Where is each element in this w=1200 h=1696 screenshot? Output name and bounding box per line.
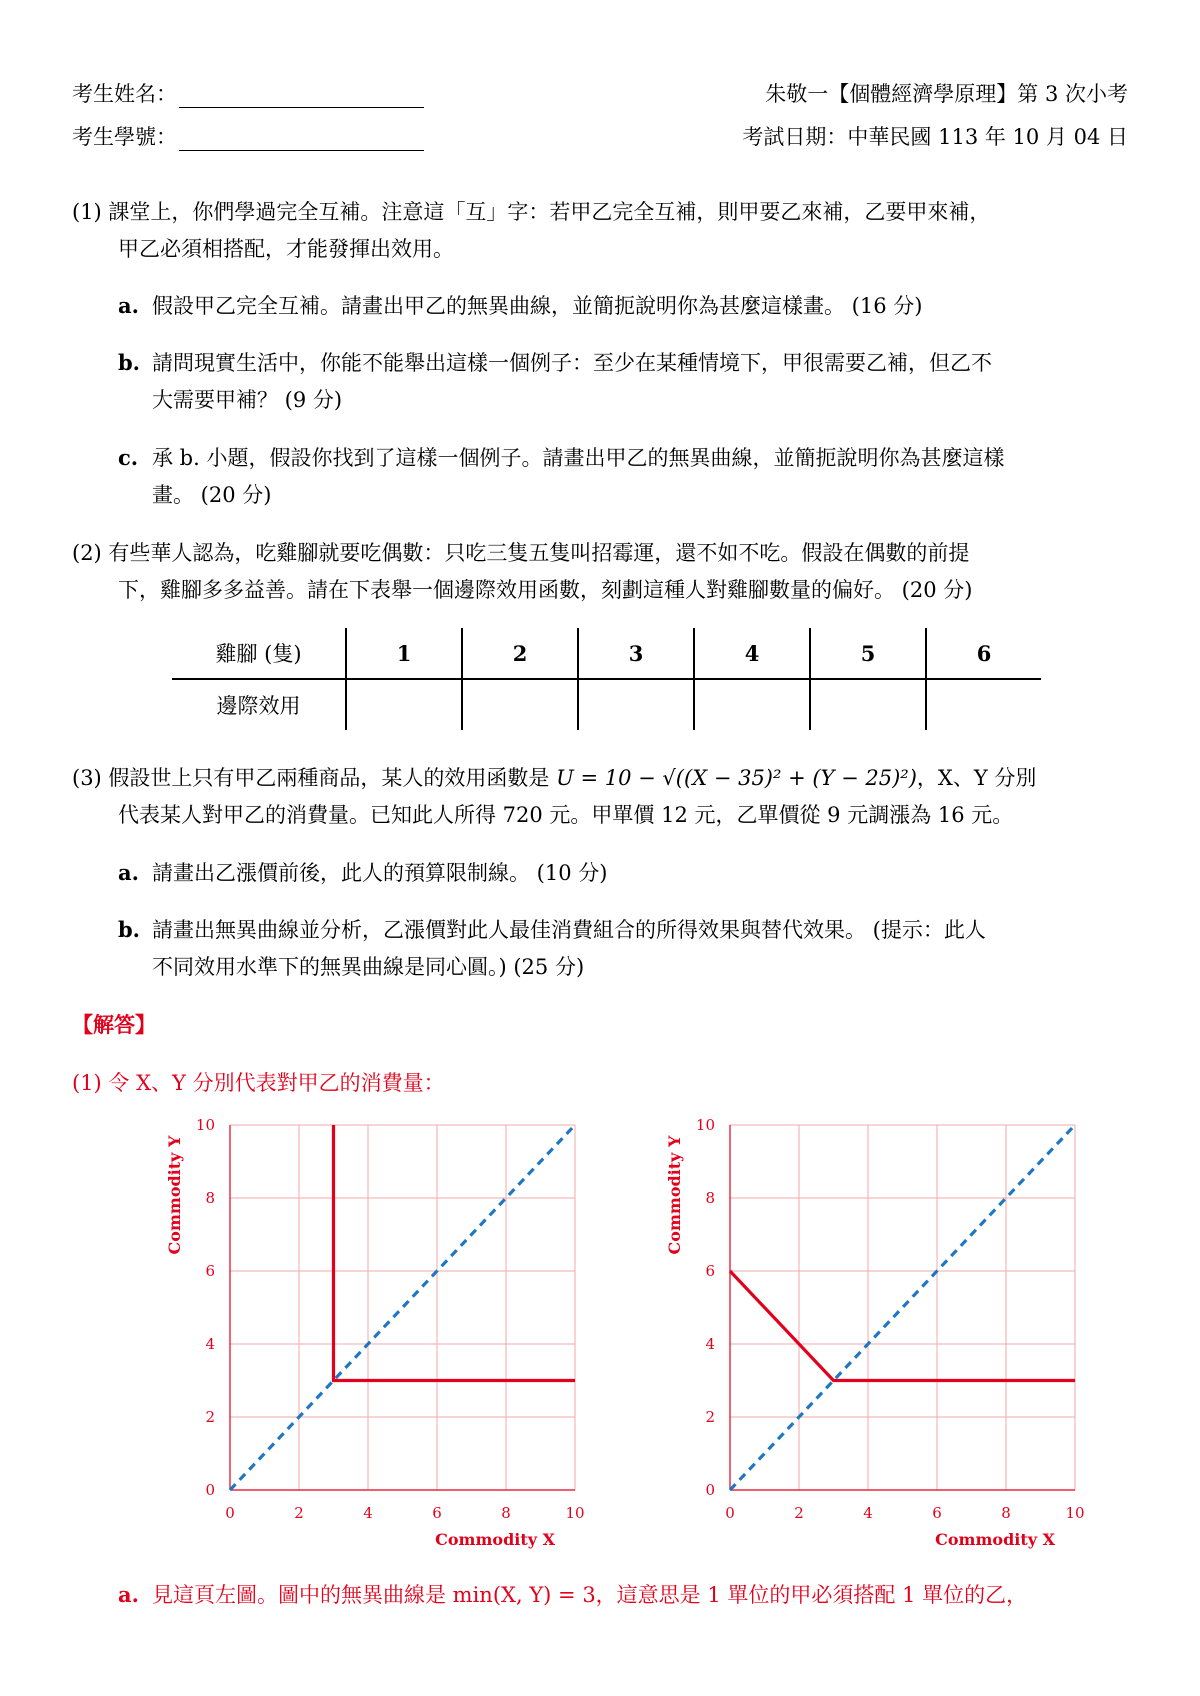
id-label: 考生學號： (72, 125, 177, 149)
table-col-header: 4 (694, 628, 810, 679)
y-tick-label: 0 (705, 1481, 715, 1499)
q1-line2: 甲乙必須相搭配，才能發揮出效用。 (118, 237, 454, 261)
answer-a-text: 見這頁左圖。圖中的無異曲線是 min(X, Y) = 3，這意思是 1 單位的甲必須搭配 1 單位的乙， (152, 1583, 1028, 1607)
q1-line1: (1) 課堂上，你們學過完全互補。注意這「互」字：若甲乙完全互補，則甲要乙來補，乙要甲來補， (72, 200, 991, 224)
exam-title: 朱敬一【個體經濟學原理】第 3 次小考 (765, 82, 1128, 106)
x-tick-label: 8 (1001, 1504, 1011, 1522)
answer-a-label: a. (118, 1582, 139, 1607)
y-tick-label: 10 (195, 1116, 215, 1134)
x-axis-label: Commodity X (935, 1530, 1055, 1549)
x-tick-label: 4 (363, 1504, 373, 1522)
x-tick-label: 2 (794, 1504, 804, 1522)
table-cell-blank[interactable] (926, 679, 1041, 730)
series-line-indifference-curve (730, 1271, 1075, 1381)
utility-formula: U = 10 − √((X − 35)² + (Y − 25)²) (556, 766, 917, 790)
x-axis-label: Commodity X (435, 1530, 555, 1549)
y-axis-label: Commodity Y (665, 1135, 684, 1255)
exam-date: 考試日期：中華民國 113 年 10 月 04 日 (742, 125, 1128, 149)
q3-line2: 代表某人對甲乙的消費量。已知此人所得 720 元。甲單價 12 元，乙單價從 9 元調漲為 16 元。 (118, 803, 1014, 827)
table-col-header: 3 (578, 628, 694, 679)
table-cell-blank[interactable] (578, 679, 694, 730)
q3-line1-pre: (3) 假設世上只有甲乙兩種商品，某人的效用函數是 (72, 766, 550, 790)
q1a-text: 假設甲乙完全互補。請畫出甲乙的無異曲線，並簡扼說明你為甚麼這樣畫。 (16 分) (152, 294, 923, 318)
y-tick-label: 10 (695, 1116, 715, 1134)
y-tick-label: 8 (705, 1189, 715, 1207)
q1c-line1: 承 b. 小題，假設你找到了這樣一個例子。請畫出甲乙的無異曲線，並簡扼說明你為甚麼這樣 (152, 446, 1005, 470)
table-cell-blank[interactable] (462, 679, 578, 730)
table-row (172, 628, 1041, 679)
x-tick-label: 2 (294, 1504, 304, 1522)
q2-line2: 下，雞腳多多益善。請在下表舉一個邊際效用函數，刻劃這種人對雞腳數量的偏好。 (20 分) (118, 578, 973, 602)
y-tick-label: 8 (205, 1189, 215, 1207)
x-tick-label: 10 (565, 1504, 585, 1522)
y-axis-label: Commodity Y (165, 1135, 184, 1255)
q1a-label: a. (118, 293, 139, 318)
table-col-header: 5 (810, 628, 926, 679)
table-row (172, 679, 1041, 730)
x-tick-label: 0 (725, 1504, 735, 1522)
q1c-label: c. (118, 445, 139, 470)
series-line-45-degree (230, 1125, 575, 1490)
y-tick-label: 4 (705, 1335, 715, 1353)
answer-heading: 【解答】 (72, 1012, 156, 1037)
indifference-chart-right (650, 1115, 1090, 1565)
table-cell-blank[interactable] (346, 679, 462, 730)
x-tick-label: 6 (932, 1504, 942, 1522)
id-field-row (72, 121, 424, 151)
table-row-label-marginal-utility: 邊際效用 (216, 694, 301, 718)
y-tick-label: 6 (205, 1262, 215, 1280)
x-tick-label: 4 (863, 1504, 873, 1522)
name-label: 考生姓名： (72, 82, 177, 106)
q1b-line2: 大需要甲補？ (9 分) (152, 388, 343, 412)
x-tick-label: 8 (501, 1504, 511, 1522)
q3a-label: a. (118, 860, 139, 885)
table-col-header: 6 (926, 628, 1041, 679)
name-field-row (72, 78, 424, 108)
id-blank-line[interactable] (179, 128, 424, 151)
table-row-label-chicken-feet: 雞腳 (隻) (172, 628, 346, 679)
table-cell-blank[interactable] (810, 679, 926, 730)
name-blank-line[interactable] (179, 85, 424, 108)
q3b-label: b. (118, 917, 140, 942)
x-tick-label: 6 (432, 1504, 442, 1522)
q3b-line1: 請畫出無異曲線並分析，乙漲價對此人最佳消費組合的所得效果與替代效果。 (提示：此人 (152, 918, 986, 942)
y-tick-label: 0 (205, 1481, 215, 1499)
table-col-header: 1 (346, 628, 462, 679)
table-cell-blank[interactable] (694, 679, 810, 730)
x-tick-label: 10 (1065, 1504, 1085, 1522)
indifference-chart-left (150, 1115, 590, 1565)
q1b-line1: 請問現實生活中，你能不能舉出這樣一個例子：至少在某種情境下，甲很需要乙補，但乙不 (152, 351, 992, 375)
answer-line1: (1) 令 X、Y 分別代表對甲乙的消費量： (72, 1071, 445, 1095)
table-col-header: 2 (462, 628, 578, 679)
y-tick-label: 2 (205, 1408, 215, 1426)
q3a-text: 請畫出乙漲價前後，此人的預算限制線。 (10 分) (152, 861, 608, 885)
q3-line1 (72, 763, 1036, 793)
q1c-line2: 畫。 (20 分) (152, 483, 272, 507)
marginal-utility-table (172, 628, 1041, 730)
series-line-45-degree (730, 1125, 1075, 1490)
q3-line1-post: ，X、Y 分別 (916, 766, 1037, 790)
q2-line1: (2) 有些華人認為，吃雞腳就要吃偶數：只吃三隻五隻叫招霉運，還不如不吃。假設在偶數的前提 (72, 541, 970, 565)
q1b-label: b. (118, 350, 140, 375)
q3b-line2: 不同效用水準下的無異曲線是同心圓。) (25 分) (152, 955, 585, 979)
y-tick-label: 2 (705, 1408, 715, 1426)
y-tick-label: 4 (205, 1335, 215, 1353)
y-tick-label: 6 (705, 1262, 715, 1280)
x-tick-label: 0 (225, 1504, 235, 1522)
